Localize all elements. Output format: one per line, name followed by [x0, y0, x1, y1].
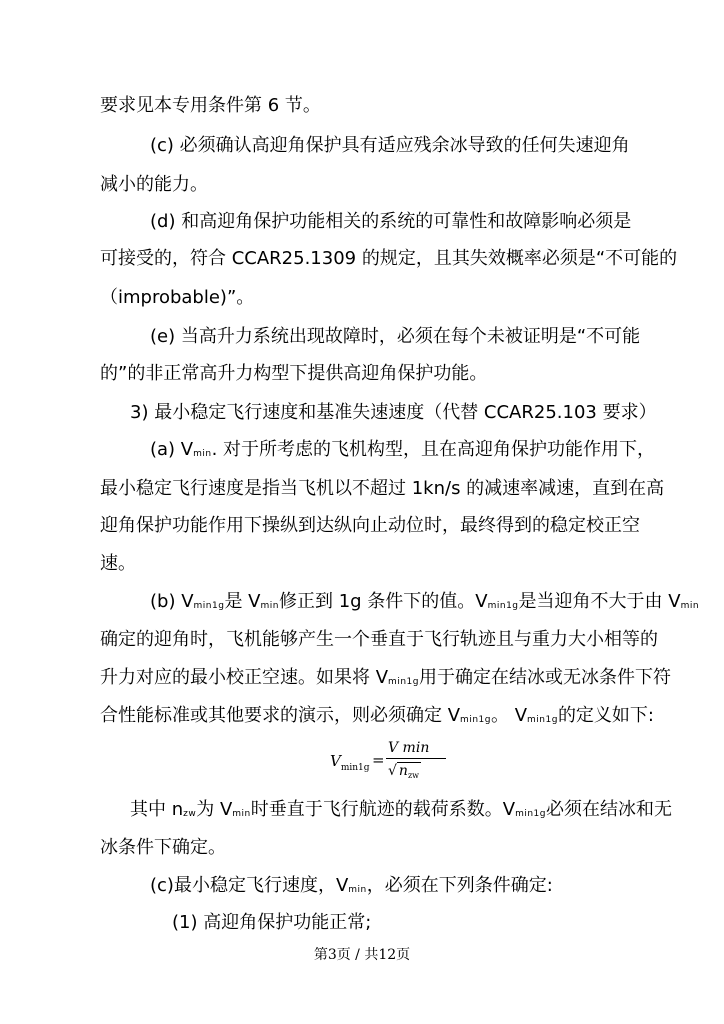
subscript: min: [348, 885, 367, 895]
text-run: 必须在结冰和无: [546, 799, 672, 820]
body-line: 速。: [100, 553, 136, 574]
section-heading: 3) 最小稳定飞行速度和基准失速速度（代替 CCAR25.103 要求）: [130, 402, 657, 423]
formula-numerator: V min: [388, 740, 430, 756]
body-line: （improbable)”。: [100, 287, 255, 308]
subscript: min: [193, 449, 212, 459]
text-run: 修正到 1g 条件下的值。V: [278, 591, 488, 612]
sqrt-icon: √: [388, 763, 397, 779]
body-line: 确定的迎角时，飞机能够产生一个垂直于飞行轨迹且与重力大小相等的: [100, 629, 658, 650]
text-run: (b) V: [150, 591, 194, 612]
formula-lhs-subscript: min1g: [340, 763, 370, 773]
body-line: 的”的非正常高升力构型下提供高迎角保护功能。: [100, 363, 488, 384]
body-line: [0, 666, 724, 694]
formula-equals: =: [372, 751, 385, 769]
body-line: (d) 和高迎角保护功能相关的系统的可靠性和故障影响必须是: [150, 211, 632, 232]
subscript: min1g: [515, 809, 546, 819]
text-run: 用于确定在结冰或无冰条件下符: [418, 667, 671, 688]
formula-radicand: [397, 762, 421, 780]
body-line: [0, 590, 724, 618]
body-line: 最小稳定飞行速度是指当飞机以不超过 1kn/s 的减速率减速，直到在高: [100, 478, 665, 499]
text-run: 的定义如下:: [557, 705, 655, 726]
text-run: 。 V: [490, 705, 528, 726]
formula-n-subscript: zw: [407, 771, 420, 780]
text-run: 时垂直于飞行航迹的载荷系数。V: [250, 799, 516, 820]
text-run: ，必须在下列条件确定:: [366, 875, 553, 896]
body-line: 要求见本专用条件第 6 节。: [100, 95, 321, 116]
text-run: (a) V: [150, 439, 194, 460]
body-line: [0, 798, 724, 826]
subscript: min1g: [388, 677, 419, 687]
body-line: (c) 必须确认高迎角保护具有适应残余冰导致的任何失速迎角: [150, 135, 630, 156]
text-run: 其中 n: [130, 799, 184, 820]
body-line: 冰条件下确定。: [100, 837, 226, 858]
page-footer: 第3页 / 共12页: [313, 947, 411, 963]
body-line: 减小的能力。: [100, 174, 208, 195]
vmin1g-formula: [330, 736, 450, 788]
formula-lhs: [330, 752, 370, 773]
subscript: min: [232, 809, 251, 819]
subscript: min1g: [487, 601, 519, 611]
body-line: 可接受的，符合 CCAR25.1309 的规定，且其失效概率必须是“不可能的: [100, 248, 678, 269]
formula-lhs-symbol: V: [330, 752, 341, 770]
text-run: . 对于所考虑的飞机构型，且在高迎角保护功能作用下，: [211, 439, 656, 460]
subscript: min1g: [527, 715, 558, 725]
formula-n: n: [398, 763, 408, 779]
body-line: [0, 874, 724, 902]
body-line: 迎角保护功能作用下操纵到达纵向止动位时，最终得到的稳定校正空: [100, 515, 640, 536]
body-line: (e) 当高升力系统出现故障时，必须在每个未被证明是“不可能: [150, 326, 641, 347]
fraction-bar: [386, 758, 446, 759]
subscript: zw: [183, 809, 197, 819]
body-line: [0, 704, 724, 732]
text-run: 是 V: [224, 591, 261, 612]
text-run: 合性能标准或其他要求的演示，则必须确定 V: [100, 705, 461, 726]
text-run: 升力对应的最小校正空速。如果将 V: [100, 667, 389, 688]
subscript: min1g: [193, 601, 225, 611]
text-run: 是当迎角不大于由 V: [518, 591, 681, 612]
subscript: min1g: [460, 715, 491, 725]
text-run: (c)最小稳定飞行速度，V: [150, 875, 349, 896]
subscript: min: [260, 601, 279, 611]
subscript: min: [680, 601, 700, 611]
body-line: (1) 高迎角保护功能正常;: [172, 912, 372, 933]
body-line: [0, 438, 724, 466]
formula-denominator: [388, 762, 421, 780]
text-run: 为 V: [196, 799, 233, 820]
